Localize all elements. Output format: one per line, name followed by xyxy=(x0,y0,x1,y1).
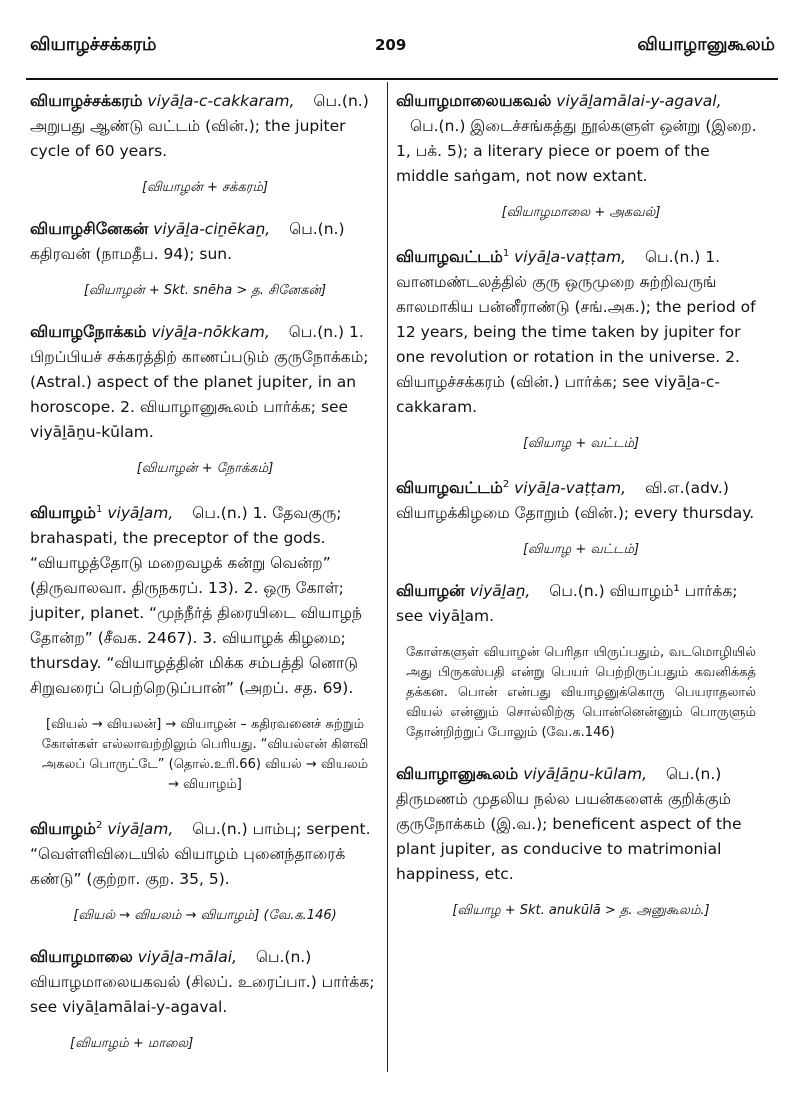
transliteration: viyāḻa-mālai, xyxy=(137,948,237,967)
etymology: [வியாழ + வட்டம்] xyxy=(522,436,640,452)
headword: வியாழமாலை xyxy=(30,947,133,967)
definition: வி.எ.(adv.) வியாழக்கிழமை தோறும் (வின்.); every thursday. xyxy=(396,479,755,523)
header-rule xyxy=(26,78,778,80)
etymology: [வியாழ + Skt. anukūlā > த. அனுகூலம்.] xyxy=(452,903,710,919)
usage-note: கோள்களுள் வியாழன் பெரிதா யிருப்பதும், வடமொழியில் அது பிருகஸ்பதி என்று பெயர் பெற்றிருப்பதும் கவனிக்கத் தக்கன. பொன் என்பது வியாழனுக்கொரு பெயராதலால் வியல் என்னும் சொல்லிற்கு பொன்னென்னும் பொருளும் தோன்றிற்றுப் போலும் (வே.க.146) xyxy=(406,645,756,741)
headword: வியாழச்சக்கரம் xyxy=(30,91,143,110)
definition: பெ.(n.) இடைச்சங்கத்து நூல்களுள் ஒன்று (இறை. 1, பக். 5); a literary piece or poem of the middle saṅgam, not now extant. xyxy=(396,117,757,185)
definition: பெ.(n.) பாம்பு; serpent. “வெள்ளிவிடையில் வியாழம் புனைந்தாரைக் கண்டு” (குற்றா. குற. 35, 5). xyxy=(30,820,371,889)
entry xyxy=(396,578,766,629)
definition: பெ.(n.) வியாழம்¹ பார்க்க; see viyāḻam. xyxy=(396,582,738,626)
transliteration: viyāḻa-nōkkam, xyxy=(151,323,270,341)
headword: வியாழவட்டம் xyxy=(396,247,503,267)
definition: பெ.(n.) கதிரவன் (நாமதீப. 94); sun. xyxy=(30,220,345,263)
headword: வியாழம் xyxy=(30,819,97,839)
entry xyxy=(396,761,766,887)
definition: பெ.(n.) 1. பிறப்பியச் சக்கரத்திற் காணப்படும் குருநோக்கம்; (Astral.) aspect of the planet jupiter, in an horoscope. 2. வியாழானுகூலம் பார்க்க; see viyāḻāṉu-kūlam. xyxy=(30,323,369,441)
headword: வியாழவட்டம் xyxy=(396,478,503,498)
headword: வியாழசினேகன் xyxy=(30,219,149,238)
definition: பெ.(n.) அறுபது ஆண்டு வட்டம் (வின்.); the jupiter cycle of 60 years. xyxy=(30,92,369,160)
entry xyxy=(30,216,380,267)
entry xyxy=(396,472,766,526)
etymology: [வியாழன் + சக்கரம்] xyxy=(141,180,269,195)
page-header xyxy=(30,34,775,64)
homonym-number: 1 xyxy=(502,248,510,259)
entry xyxy=(30,319,380,445)
homonym-number: 2 xyxy=(502,479,510,491)
transliteration: viyāḻa-vaṭṭam, xyxy=(514,248,627,267)
homonym-number: 1 xyxy=(96,504,103,515)
left-column xyxy=(30,88,380,1072)
column-divider xyxy=(387,82,388,1072)
transliteration: viyāḻa-c-cakkaram, xyxy=(147,92,295,110)
definition: பெ.(n.) வியாழமாலையகவல் (சிலப். உரைப்பா.) பார்க்க; see viyāḻamālai-y-agaval. xyxy=(30,948,375,1017)
transliteration: viyāḻāṉu-kūlam, xyxy=(523,765,648,784)
definition: பெ.(n.) 1. வானமண்டலத்தில் குரு ஒருமுறை சுற்றிவருங் காலமாகிய பன்னீராண்டு (சங்.அக.); the period of 12 years, being the time taken by jupiter for one revolution or rotation in the universe. 2. வியாழச்சக்கரம் (வின்.) பார்க்க; see viyāḻa-c-cakkaram. xyxy=(396,248,756,417)
headword: வியாழன் xyxy=(396,581,465,601)
transliteration: viyāḻam, xyxy=(107,504,174,523)
etymology: [வியாழமாலை + அகவல்] xyxy=(501,205,661,220)
etymology-note: [வியல் → வியலன்] → வியாழன் – கதிரவனைச் சுற்றும் கோள்கள் எல்லாவற்றிலும் பெரியது. “வியல்என் கிளவி அகலப் பொருட்டே” (தொல்.உரி.66) வியல் → வியலம் → வியாழம்] xyxy=(41,717,369,793)
headword: வியாழம் xyxy=(30,503,97,523)
etymology: [வியாழம் + மாலை] xyxy=(70,1036,194,1052)
header-right-guideword: வியாழானுகூலம் xyxy=(637,34,775,55)
transliteration: viyāḻa-ciṉēkaṉ, xyxy=(153,220,271,238)
etymology: [வியாழ + வட்டம்] xyxy=(522,542,640,558)
transliteration: viyāḻam, xyxy=(107,820,174,839)
entry xyxy=(30,813,380,892)
entry xyxy=(396,88,766,189)
header-left-guideword: வியாழச்சக்கரம் xyxy=(30,34,157,55)
homonym-number: 2 xyxy=(96,820,103,832)
headword: வியாழானுகூலம் xyxy=(396,764,519,784)
page-number: 209 xyxy=(375,36,407,54)
etymology: [வியாழன் + Skt. snēha > த. சினேகன்] xyxy=(83,283,327,298)
entry xyxy=(396,241,766,420)
transliteration: viyāḻaṉ, xyxy=(469,582,531,601)
definition: பெ.(n.) 1. தேவகுரு; brahaspati, the preceptor of the gods. “வியாழத்தோடு மறைவழக் கன்று வென்ற” (திருவாலவா. திருநகரப். 13). 2. ஒரு கோள்; jupiter, planet. “முந்நீர்த் திரையிடை வியாழந் தோன்ற” (சீவக. 2467). 3. வியாழக் கிழமை; thursday. “வியாழத்தின் மிக்க சம்பத்தி னொடு சிறுவரைப் பெற்றெடுப்பான்” (அறப். சத. 69). xyxy=(30,504,362,698)
headword: வியாழமாலையகவல் xyxy=(396,91,552,110)
transliteration: viyāḻa-vaṭṭam, xyxy=(514,479,627,498)
definition: பெ.(n.) திருமணம் முதலிய நல்ல பயன்களைக் குறிக்கும் குருநோக்கம் (இ.வ.); beneficent aspect of the plant jupiter, as conducive to matrimonial happiness, etc. xyxy=(396,765,742,884)
etymology: [வியாழன் + நோக்கம்] xyxy=(136,461,274,476)
headword: வியாழநோக்கம் xyxy=(30,322,147,341)
etymology: [வியல் → வியலம் → வியாழம்] (வே.க.146) xyxy=(73,908,337,924)
transliteration: viyāḻamālai-y-agaval, xyxy=(556,92,722,110)
right-column xyxy=(396,88,766,939)
entry xyxy=(30,944,380,1020)
entry xyxy=(30,497,380,701)
entry xyxy=(30,88,380,164)
